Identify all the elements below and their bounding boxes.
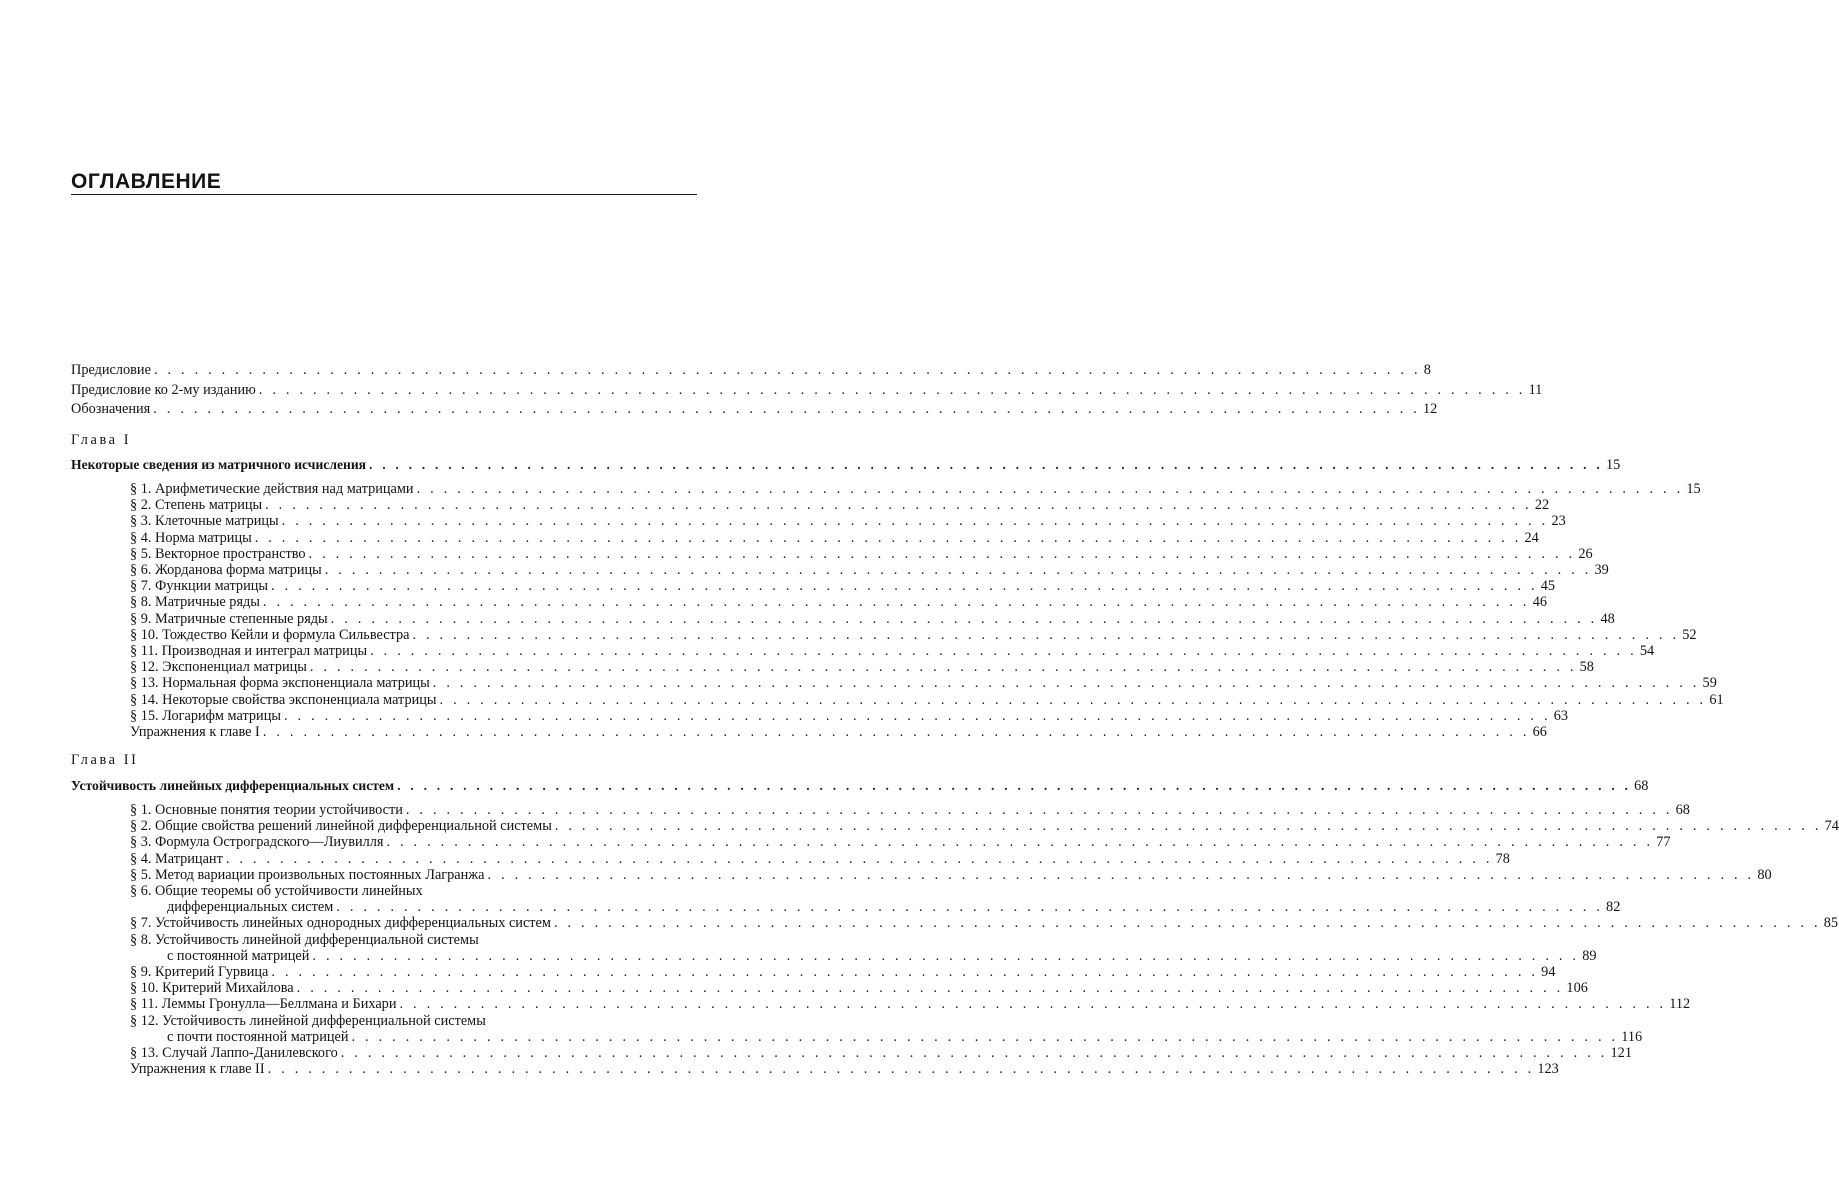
dot-leader: . . . . . . . . . . . . . . . . . . . . . . . . . . . . . . . . . . . . . . . . . . . . . . . . . . . . . . . . . . . . . . . . . . . . . . . . . . . . . . . . . . . . . . . . . . . . . . <box>283 707 1551 724</box>
toc-page-number: 61 <box>1709 691 1724 708</box>
toc-front-entry[interactable] <box>71 382 1543 399</box>
toc-entry-title[interactable]: § 8. Устойчивость линейной дифференциальной системы <box>130 931 479 948</box>
dot-leader: . . . . . . . . . . . . . . . . . . . . . . . . . . . . . . . . . . . . . . . . . . . . . . . . . . . . . . . . . . . . . . . . . . . . . . . . . . . . . . . . . . . . . . . . . . . . . . <box>351 1028 1619 1045</box>
toc-section-entry[interactable] <box>130 481 1701 498</box>
dot-leader: . . . . . . . . . . . . . . . . . . . . . . . . . . . . . . . . . . . . . . . . . . . . . . . . . . . . . . . . . . . . . . . . . . . . . . . . . . . . . . . . . . . . . . . . . . . . . . <box>271 578 1538 595</box>
toc-section-entry[interactable] <box>130 996 1691 1013</box>
toc-page-number: 116 <box>1621 1028 1643 1045</box>
toc-entry-title: Устойчивость линейных дифференциальных систем <box>71 778 395 793</box>
toc-entry-title: Обозначения <box>71 401 151 417</box>
dot-leader: . . . . . . . . . . . . . . . . . . . . . . . . . . . . . . . . . . . . . . . . . . . . . . . . . . . . . . . . . . . . . . . . . . . . . . . . . . . . . . . . . . . . . . . . . . . . . . <box>412 626 1680 643</box>
toc-front-entry[interactable] <box>71 401 1438 418</box>
toc-page-number: 82 <box>1606 899 1621 916</box>
toc-page-number: 89 <box>1582 947 1597 964</box>
toc-section-entry[interactable] <box>130 643 1655 660</box>
toc-entry-title: § 10. Тождество Кейли и формула Сильвестра <box>130 626 410 643</box>
dot-leader: . . . . . . . . . . . . . . . . . . . . . . . . . . . . . . . . . . . . . . . . . . . . . . . . . . . . . . . . . . . . . . . . . . . . . . . . . . . . . . . . . . . . . . . . . . . . . . <box>262 594 1530 611</box>
toc-page-number: 94 <box>1541 964 1556 980</box>
toc-page-number: 8 <box>1423 362 1431 378</box>
toc-entry-title: Предисловие ко 2-му изданию <box>71 382 256 398</box>
toc-section-entry[interactable] <box>167 1028 1643 1046</box>
toc-page-number: 121 <box>1610 1045 1632 1061</box>
dot-leader: . . . . . . . . . . . . . . . . . . . . . . . . . . . . . . . . . . . . . . . . . . . . . . . . . . . . . . . . . . . . . . . . . . . . . . . . . . . . . . . . . . . . . . . . . . . . . . <box>267 1061 1535 1078</box>
chapter-title-row[interactable] <box>71 777 1649 794</box>
toc-entry-title[interactable]: § 6. Общие теоремы об устойчивости линейных <box>130 883 423 899</box>
toc-page-number: 52 <box>1682 626 1697 643</box>
toc-page-number: 66 <box>1532 724 1547 740</box>
toc-section-entry[interactable] <box>167 899 1621 916</box>
dot-leader: . . . . . . . . . . . . . . . . . . . . . . . . . . . . . . . . . . . . . . . . . . . . . . . . . . . . . . . . . . . . . . . . . . . . . . . . . . . . . . . . . . . . . . . . . . . . . . <box>386 834 1654 851</box>
dot-leader: . . . . . . . . . . . . . . . . . . . . . . . . . . . . . . . . . . . . . . . . . . . . . . . . . . . . . . . . . . . . . . . . . . . . . . . . . . . . . . . . . . . . . . . . . . . . . . <box>309 659 1577 676</box>
toc-entry-title: § 4. Норма матрицы <box>130 529 252 546</box>
toc-page-number: 48 <box>1600 610 1615 627</box>
toc-section-entry[interactable] <box>130 915 1839 932</box>
toc-entry-title: § 2. Степень матрицы <box>130 497 263 514</box>
toc-section-entry[interactable] <box>130 850 1510 868</box>
toc-entry-title: дифференциальных систем <box>167 899 334 916</box>
chapter-label: Глава II <box>71 752 139 768</box>
toc-page-number: 12 <box>1423 401 1438 417</box>
dot-leader: . . . . . . . . . . . . . . . . . . . . . . . . . . . . . . . . . . . . . . . . . . . . . . . . . . . . . . . . . . . . . . . . . . . . . . . . . . . . . . . . . . . . . . . . . . . . . . <box>324 562 1592 578</box>
toc-page-number: 22 <box>1534 497 1550 514</box>
toc-page-number: 77 <box>1656 834 1671 851</box>
dot-leader: . . . . . . . . . . . . . . . . . . . . . . . . . . . . . . . . . . . . . . . . . . . . . . . . . . . . . . . . . . . . . . . . . . . . . . . . . . . . . . . . . . . . . . . . . . . . . . <box>258 382 1526 398</box>
dot-leader: . . . . . . . . . . . . . . . . . . . . . . . . . . . . . . . . . . . . . . . . . . . . . . . . . . . . . . . . . . . . . . . . . . . . . . . . . . . . . . . . . . . . . . . . . . . . . . <box>405 802 1673 818</box>
toc-section-entry[interactable] <box>130 818 1839 835</box>
toc-section-entry[interactable] <box>130 675 1717 692</box>
dot-leader: . . . . . . . . . . . . . . . . . . . . . . . . . . . . . . . . . . . . . . . . . . . . . . . . . . . . . . . . . . . . . . . . . . . . . . . . . . . . . . . . . . . . . . . . . . . . . . <box>153 401 1421 417</box>
title-divider <box>71 194 697 195</box>
toc-section-entry[interactable] <box>130 562 1609 579</box>
toc-entry-title: с постоянной матрицей <box>167 947 310 964</box>
toc-page-number: 11 <box>1528 382 1543 398</box>
dot-leader: . . . . . . . . . . . . . . . . . . . . . . . . . . . . . . . . . . . . . . . . . . . . . . . . . . . . . . . . . . . . . . . . . . . . . . . . . . . . . . . . . . . . . . . . . . . . . . <box>416 481 1684 497</box>
toc-entry-title: § 9. Критерий Гурвица <box>130 964 269 980</box>
dot-leader: . . . . . . . . . . . . . . . . . . . . . . . . . . . . . . . . . . . . . . . . . . . . . . . . . . . . . . . . . . . . . . . . . . . . . . . . . . . . . . . . . . . . . . . . . . . . . . <box>340 1045 1608 1061</box>
toc-section-entry[interactable] <box>130 707 1569 725</box>
dot-leader: . . . . . . . . . . . . . . . . . . . . . . . . . . . . . . . . . . . . . . . . . . . . . . . . . . . . . . . . . . . . . . . . . . . . . . . . . . . . . . . . . . . . . . . . . . . . . . <box>312 947 1580 964</box>
toc-page-number: 23 <box>1551 513 1566 530</box>
toc-entry-title: § 5. Векторное пространство <box>130 545 306 562</box>
toc-section-entry[interactable] <box>130 545 1593 563</box>
toc-page-number: 68 <box>1634 778 1649 794</box>
toc-front-entry[interactable] <box>71 362 1431 379</box>
toc-section-entry[interactable] <box>130 497 1550 514</box>
toc-entry-title: Предисловие <box>71 362 151 378</box>
dot-leader: . . . . . . . . . . . . . . . . . . . . . . . . . . . . . . . . . . . . . . . . . . . . . . . . . . . . . . . . . . . . . . . . . . . . . . . . . . . . . . . . . . . . . . . . . . . . . . <box>432 675 1700 692</box>
toc-entry-title: § 11. Производная и интеграл матрицы <box>130 643 368 659</box>
toc-section-entry[interactable] <box>130 529 1539 547</box>
toc-section-entry[interactable] <box>130 1045 1632 1062</box>
dot-leader: . . . . . . . . . . . . . . . . . . . . . . . . . . . . . . . . . . . . . . . . . . . . . . . . . . . . . . . . . . . . . . . . . . . . . . . . . . . . . . . . . . . . . . . . . . . . . . <box>330 610 1598 627</box>
dot-leader: . . . . . . . . . . . . . . . . . . . . . . . . . . . . . . . . . . . . . . . . . . . . . . . . . . . . . . . . . . . . . . . . . . . . . . . . . . . . . . . . . . . . . . . . . . . . . . <box>439 691 1707 708</box>
toc-entry-title: § 11. Леммы Гронулла—Беллмана и Бихари <box>130 996 397 1013</box>
dot-leader: . . . . . . . . . . . . . . . . . . . . . . . . . . . . . . . . . . . . . . . . . . . . . . . . . . . . . . . . . . . . . . . . . . . . . . . . . . . . . . . . . . . . . . . . . . . . . . <box>225 850 1493 867</box>
toc-entry-title: § 5. Метод вариации произвольных постоянных Лагранжа <box>130 866 485 883</box>
toc-page-number: 58 <box>1579 659 1594 676</box>
toc-entry-title: § 8. Матричные ряды <box>130 594 260 611</box>
toc-page-number: 106 <box>1566 980 1588 997</box>
toc-entry-title: § 1. Арифметические действия над матрицами <box>130 481 414 497</box>
toc-page-number: 74 <box>1824 818 1839 835</box>
dot-leader: . . . . . . . . . . . . . . . . . . . . . . . . . . . . . . . . . . . . . . . . . . . . . . . . . . . . . . . . . . . . . . . . . . . . . . . . . . . . . . . . . . . . . . . . . . . . . . <box>254 529 1522 546</box>
toc-entry-title: § 14. Некоторые свойства экспоненциала матрицы <box>130 691 437 708</box>
toc-page-number: 39 <box>1594 562 1609 578</box>
toc-section-entry[interactable] <box>130 964 1556 981</box>
toc-entry-title: § 13. Нормальная форма экспоненциала матрицы <box>130 675 430 692</box>
dot-leader: . . . . . . . . . . . . . . . . . . . . . . . . . . . . . . . . . . . . . . . . . . . . . . . . . . . . . . . . . . . . . . . . . . . . . . . . . . . . . . . . . . . . . . . . . . . . . . <box>271 964 1539 980</box>
toc-entry-title: с почти постоянной матрицей <box>167 1028 349 1045</box>
toc-page-number: 46 <box>1532 594 1547 611</box>
toc-exercises-entry[interactable] <box>130 724 1547 741</box>
toc-entry-title: § 12. Экспоненциал матрицы <box>130 659 307 676</box>
toc-entry-title: § 7. Функции матрицы <box>130 578 268 595</box>
dot-leader: . . . . . . . . . . . . . . . . . . . . . . . . . . . . . . . . . . . . . . . . . . . . . . . . . . . . . . . . . . . . . . . . . . . . . . . . . . . . . . . . . . . . . . . . . . . . . . <box>487 866 1755 883</box>
toc-section-entry[interactable] <box>130 659 1594 676</box>
dot-leader: . . . . . . . . . . . . . . . . . . . . . . . . . . . . . . . . . . . . . . . . . . . . . . . . . . . . . . . . . . . . . . . . . . . . . . . . . . . . . . . . . . . . . . . . . . . . . . <box>554 818 1822 835</box>
toc-section-entry[interactable] <box>130 578 1556 595</box>
toc-page-number: 112 <box>1669 996 1691 1013</box>
toc-page-number: 45 <box>1540 578 1556 595</box>
toc-section-entry[interactable] <box>130 834 1671 851</box>
dot-leader: . . . . . . . . . . . . . . . . . . . . . . . . . . . . . . . . . . . . . . . . . . . . . . . . . . . . . . . . . . . . . . . . . . . . . . . . . . . . . . . . . . . . . . . . . . . . . . <box>262 724 1530 740</box>
dot-leader: . . . . . . . . . . . . . . . . . . . . . . . . . . . . . . . . . . . . . . . . . . . . . . . . . . . . . . . . . . . . . . . . . . . . . . . . . . . . . . . . . . . . . . . . . . . . . . <box>336 899 1604 916</box>
toc-section-entry[interactable] <box>130 610 1615 628</box>
toc-entry-title: § 15. Логарифм матрицы <box>130 707 281 724</box>
toc-entry-title: § 3. Клеточные матрицы <box>130 513 279 530</box>
toc-exercises-entry[interactable] <box>130 1061 1559 1078</box>
toc-section-entry[interactable] <box>130 866 1772 884</box>
toc-entry-title: Упражнения к главе I <box>130 724 260 740</box>
toc-entry-title: § 3. Формула Остроградского—Лиувилля <box>130 834 384 851</box>
dot-leader: . . . . . . . . . . . . . . . . . . . . . . . . . . . . . . . . . . . . . . . . . . . . . . . . . . . . . . . . . . . . . . . . . . . . . . . . . . . . . . . . . . . . . . . . . . . . . . <box>308 545 1576 562</box>
dot-leader: . . . . . . . . . . . . . . . . . . . . . . . . . . . . . . . . . . . . . . . . . . . . . . . . . . . . . . . . . . . . . . . . . . . . . . . . . . . . . . . . . . . . . . . . . . . . . . <box>553 915 1821 932</box>
toc-page-number: 26 <box>1578 545 1593 562</box>
toc-page-number: 63 <box>1553 707 1569 724</box>
toc-page-number: 80 <box>1757 866 1772 883</box>
toc-entry-title: § 7. Устойчивость линейных однородных дифференциальных систем <box>130 915 551 932</box>
toc-page-number: 68 <box>1675 802 1690 818</box>
dot-leader: . . . . . . . . . . . . . . . . . . . . . . . . . . . . . . . . . . . . . . . . . . . . . . . . . . . . . . . . . . . . . . . . . . . . . . . . . . . . . . . . . . . . . . . . . . . . . . <box>369 457 1603 472</box>
toc-section-entry[interactable] <box>130 691 1724 709</box>
toc-entry-title[interactable]: § 12. Устойчивость линейной дифференциальной системы <box>130 1012 486 1029</box>
dot-leader: . . . . . . . . . . . . . . . . . . . . . . . . . . . . . . . . . . . . . . . . . . . . . . . . . . . . . . . . . . . . . . . . . . . . . . . . . . . . . . . . . . . . . . . . . . . . . . <box>153 362 1421 378</box>
toc-entry-title: Некоторые сведения из матричного исчисления <box>71 457 367 472</box>
dot-leader: . . . . . . . . . . . . . . . . . . . . . . . . . . . . . . . . . . . . . . . . . . . . . . . . . . . . . . . . . . . . . . . . . . . . . . . . . . . . . . . . . . . . . . . . . . . . . . <box>370 643 1637 659</box>
toc-entry-title: § 10. Критерий Михайлова <box>130 980 294 997</box>
dot-leader: . . . . . . . . . . . . . . . . . . . . . . . . . . . . . . . . . . . . . . . . . . . . . . . . . . . . . . . . . . . . . . . . . . . . . . . . . . . . . . . . . . . . . . . . . . . . . . <box>296 980 1564 997</box>
toc-entry-title: § 13. Случай Лаппо-Данилевского <box>130 1045 338 1061</box>
toc-section-entry[interactable] <box>130 513 1566 530</box>
dot-leader: . . . . . . . . . . . . . . . . . . . . . . . . . . . . . . . . . . . . . . . . . . . . . . . . . . . . . . . . . . . . . . . . . . . . . . . . . . . . . . . . . . . . . . . . . . . . . . <box>265 497 1532 514</box>
toc-page-number: 123 <box>1537 1061 1559 1078</box>
toc-section-entry[interactable] <box>130 980 1588 997</box>
chapter-label: Глава I <box>71 432 132 448</box>
dot-leader: . . . . . . . . . . . . . . . . . . . . . . . . . . . . . . . . . . . . . . . . . . . . . . . . . . . . . . . . . . . . . . . . . . . . . . . . . . . . . . . . . . . . . . . . . . . . . . <box>399 996 1667 1013</box>
toc-section-entry[interactable] <box>130 802 1690 819</box>
toc-page-number: 78 <box>1495 850 1510 867</box>
toc-entry-title: § 9. Матричные степенные ряды <box>130 610 328 627</box>
toc-page-number: 15 <box>1605 457 1621 473</box>
toc-page-number: 85 <box>1823 915 1839 932</box>
dot-leader: . . . . . . . . . . . . . . . . . . . . . . . . . . . . . . . . . . . . . . . . . . . . . . . . . . . . . . . . . . . . . . . . . . . . . . . . . . . . . . . . . . . . . . . . . . . . . . <box>397 778 1632 793</box>
dot-leader: . . . . . . . . . . . . . . . . . . . . . . . . . . . . . . . . . . . . . . . . . . . . . . . . . . . . . . . . . . . . . . . . . . . . . . . . . . . . . . . . . . . . . . . . . . . . . . <box>281 513 1549 530</box>
toc-section-entry[interactable] <box>130 626 1697 644</box>
toc-section-entry[interactable] <box>167 947 1597 965</box>
chapter-title-row[interactable] <box>71 456 1621 473</box>
toc-page-number: 54 <box>1639 643 1655 659</box>
toc-page-number: 59 <box>1702 675 1717 692</box>
page-title: ОГЛАВЛЕНИЕ <box>71 170 222 193</box>
toc-entry-title: Упражнения к главе II <box>130 1061 265 1078</box>
toc-page-number: 24 <box>1524 529 1539 546</box>
toc-entry-title: § 2. Общие свойства решений линейной дифференциальной системы <box>130 818 552 835</box>
toc-page-number: 15 <box>1686 481 1701 497</box>
toc-entry-title: § 6. Жорданова форма матрицы <box>130 562 322 578</box>
toc-entry-title: § 1. Основные понятия теории устойчивости <box>130 802 403 818</box>
toc-section-entry[interactable] <box>130 594 1547 611</box>
toc-entry-title: § 4. Матрицант <box>130 850 223 867</box>
